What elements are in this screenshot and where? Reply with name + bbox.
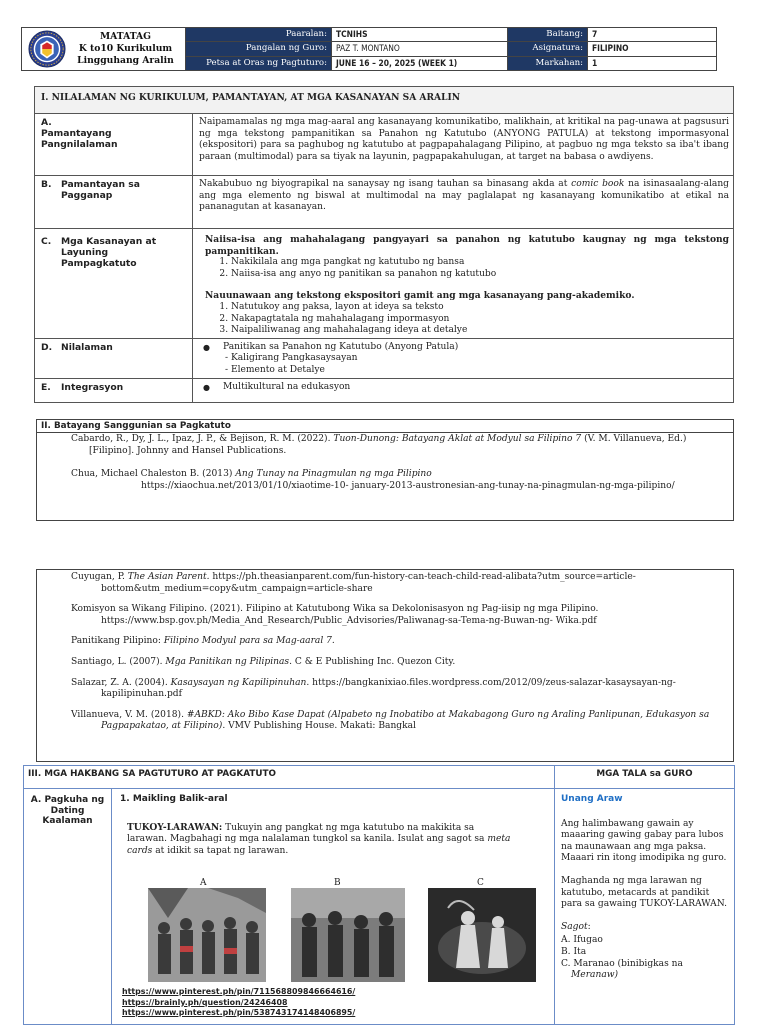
answer-item-continued: [561, 970, 728, 982]
row-d-key: [35, 338, 193, 378]
reference-link[interactable]: https://ph.theasianparent.com/fun-history-can-teach-child-read-alibata?utm_source=article- bottom&utm_medium=copy&utm_campaign=article-share: [101, 572, 636, 594]
image-source-links: [122, 987, 355, 1019]
reference-item: [37, 469, 733, 492]
row-c-title: Mga Kasanayan at Layuning Pampagkatuto: [61, 236, 157, 269]
date-value: JUNE 16 – 20, 2025 (WEEK 1): [332, 56, 508, 70]
answer-label-text: Sagot: [561, 921, 588, 932]
row-e-letter: E.: [41, 381, 51, 393]
day-label: Unang Araw: [561, 794, 623, 804]
competency-item: 2. Naiisa-isa ang anyo ng panitikan sa panahon ng katutubo: [231, 269, 729, 281]
subject-label: Asignatura:: [508, 42, 588, 56]
performance-standard-text: [193, 176, 734, 229]
competency-group-2-title: Nauunawaan ang tekstong ekspositori gamit ang mga kasanayang pang-akademiko.: [205, 290, 635, 302]
row-d-title: Nilalaman: [61, 341, 113, 353]
photo-label-c: C: [477, 878, 484, 888]
row-a-title: Pamantayang Pangnilalaman: [41, 128, 118, 150]
answer-item: C. Maranao (binibigkas na: [561, 958, 683, 969]
tukoy-larawan-instructions: [127, 822, 517, 858]
row-c-letter: C.: [41, 236, 52, 247]
reference-item: [37, 657, 733, 669]
competency-item: 1. Natutukoy ang paksa, layon at ideya sa teksto: [231, 302, 729, 314]
reference-title: Filipino Modyul para sa Mag-aaral 7.: [163, 636, 335, 647]
reference-text: Chua, Michael Chaleston B. (2013): [71, 469, 236, 480]
row-e-key: [35, 378, 193, 402]
section-3-title: III. MGA HAKBANG SA PAGTUTURO AT PAGKATUTO: [24, 766, 555, 789]
photo-maranao: [428, 888, 536, 982]
row-b-title: Pamantayan sa Pagganap: [61, 179, 140, 201]
reference-title: Kasaysayan ng Kapilipinuhan.: [170, 677, 310, 688]
reference-title: Ang Tunay na Pinagmulan ng mga Pilipino: [235, 469, 432, 480]
reference-link[interactable]: https://bangkanixiao.files.wordpress.com/2012/09/zeus-salazar-kasaysayan-ng-kapilipinuhan.pdf: [101, 677, 676, 700]
note-paragraph: Ang halimbawang gawain ay maaaring gawing gabay para lubos na maunawaan ang mga paksa. Maaari rin itong imodipika ng guro.: [561, 818, 727, 864]
references-box: [36, 419, 734, 521]
reference-text: Panitikang Pilipino:: [71, 636, 164, 647]
row-a-letter: A.: [41, 117, 52, 128]
date-label: Petsa at Oras ng Pagtuturo:: [186, 56, 332, 70]
references-continued-box: [36, 569, 734, 762]
reference-item: [37, 678, 733, 701]
photo-ifugao: [148, 888, 266, 982]
image-source-link[interactable]: https://www.pinterest.ph/pin/538743174148406895/: [122, 1008, 356, 1017]
row-b-letter: B.: [41, 179, 52, 190]
reference-title: #ABKD: Ako Bibo Kase Dapat (Alpabeto ng Inobatibo at Makabagong Guro ng Araling Panlipunan, Edukasyon sa Pagpapakatao, at Filipino).: [101, 709, 710, 732]
reference-item: [37, 710, 733, 733]
reference-text: Komisyon sa Wikang Filipino. (2021). Filipino at Katutubong Wika sa Dekolonisasyon ng Pag-iisip ng mga Pilipino. https://www.bsp.gov.ph/Media_And_Research/Public_Advisories/Paliwanag-sa-Tema-ng-Buwan-ng- Wika.pdf: [71, 604, 599, 626]
integration-cell: [193, 378, 734, 402]
teacher-notes-header: MGA TALA sa GURO: [555, 766, 735, 789]
competency-group-1-title: Naiisa-isa ang mahahalagang pangyayari sa panahon ng katutubo kaugnay ng mga tekstong pampanitikan.: [205, 234, 729, 257]
content-standard-text: Naipamamalas ng mga mag-aaral ang kasanayang komunikatibo, malikhain, at kritikal na pag-unawa at pagsusuri ng mga tekstong pampanitikan sa Panahon ng Katutubo (ANYONG PATULA) at tekstong impormasyonal (ekspositori) para sa paghubog ng katutubo at pagpapahalagang Pilipino, at pagbuo ng mga teksto sa iba't ibang paraan (multimodal) para sa tiyak na layunin, pagpapakahulugan, at target na babasa o awdiyens.: [193, 114, 734, 176]
reference-link[interactable]: https://xiaochua.net/2013/01/10/xiaotime-10- january-2013-austronesian-ang-tunay-na-pinagmulan-ng-mga-pilipino/: [141, 480, 675, 491]
task-title: 1. Maikling Balik-aral: [120, 794, 228, 804]
row-a-key: [35, 114, 193, 176]
competency-group-1-list: [205, 257, 729, 280]
competency-item: 2. Nakapagtatala ng mahahalagang impormasyon: [231, 314, 729, 326]
answer-item: B. Ita: [561, 946, 587, 957]
answer-item: A. Ifugao: [561, 935, 603, 946]
performance-text-2: na isinasaalang-alang ang mga elemento ng biswal at multimodal na may paglalapat ng kasanayang komunikatibo at etikal na pananagutan at kasanayan.: [199, 179, 729, 213]
reference-text: C & E Publishing Inc. Quezon City.: [291, 656, 456, 667]
school-label: Paaralan:: [186, 28, 332, 42]
reference-item: [37, 572, 733, 595]
reference-item: [37, 636, 733, 648]
competency-item: 1. Nakikilala ang mga pangkat ng katutubo ng bansa: [231, 257, 729, 269]
performance-text-em: comic book: [571, 179, 625, 189]
grade-value: 7: [588, 28, 717, 42]
logo-title: MATATAG: [99, 31, 152, 42]
competency-group-2-list: [205, 302, 729, 337]
curriculum-table: [34, 86, 734, 403]
image-source-link[interactable]: https://brainly.ph/question/24246408: [122, 997, 288, 1007]
row-e-title: Integrasyon: [61, 381, 124, 393]
quarter-value: 1: [588, 56, 717, 70]
tukoy-text: at idikit sa tapat ng larawan.: [152, 845, 289, 856]
integration-bullet: ● Multikultural na edukasyon: [199, 382, 729, 394]
note-paragraph: Maghanda ng mga larawan ng katutubo, metacards at pandikit para sa gawaing TUKOY-LARAWAN.: [561, 875, 727, 910]
school-value: TCNIHS: [332, 28, 508, 42]
reference-text: Villanueva, V. M. (2018).: [71, 709, 187, 720]
reference-item: [37, 604, 733, 627]
section-2-title: II. Batayang Sanggunian sa Pagkatuto: [37, 420, 733, 433]
row-d-letter: D.: [41, 341, 53, 353]
reference-text: Santiago, L. (2007).: [71, 656, 166, 667]
photo-ita: [291, 888, 405, 982]
tukoy-label: TUKOY-LARAWAN:: [127, 821, 223, 833]
teacher-notes-cell: [555, 789, 735, 1025]
tukoy-text: Tukuyin ang pangkat ng mga katutubo na makikita sa larawan. Magbahagi ng mga nalalaman tungkol sa kanila. Isulat ang sagot sa: [127, 822, 488, 845]
logo-subtitle: K to10 Kurikulum: [78, 43, 173, 54]
logo-cell: [22, 28, 186, 71]
competency-item: 3. Naipaliliwanag ang mahahalagang ideya at detalye: [231, 325, 729, 337]
reference-title: Mga Panitikan ng Pilipinas.: [165, 656, 292, 667]
content-bullet: ● Panitikan sa Panahon ng Katutubo (Anyong Patula): [199, 342, 729, 354]
phase-label: A. Pagkuha ng Dating Kaalaman: [24, 789, 112, 1025]
row-b-key: [35, 176, 193, 229]
section-1-title: I. NILALAMAN NG KURIKULUM, PAMANTAYAN, AT MGA KASANAYAN SA ARALIN: [35, 87, 734, 114]
competencies-cell: [193, 229, 734, 339]
logo-subtitle-2: Lingguhang Aralin: [77, 55, 174, 66]
deped-seal-icon: [28, 30, 66, 68]
reference-text: VMV Publishing House. Makati: Bangkal: [225, 721, 416, 732]
answer-label-colon: :: [587, 921, 591, 932]
grade-label: Baitang:: [508, 28, 588, 42]
header-table: [21, 27, 717, 71]
subject-value: FILIPINO: [588, 42, 717, 56]
image-source-link[interactable]: https://www.pinterest.ph/pin/711568809846664616/: [122, 987, 356, 996]
reference-item: [37, 434, 733, 457]
performance-text-1: Nakabubuo ng biyograpikal na sanaysay ng isang tauhan sa binasang akda at: [199, 179, 572, 189]
content-sub-item: - Elemento at Detalye: [225, 364, 325, 375]
answer-item-em: Meranaw): [571, 970, 619, 981]
content-cell: [193, 338, 734, 378]
photo-label-b: B: [334, 878, 341, 888]
row-c-key: [35, 229, 193, 339]
answer-label: [561, 922, 728, 934]
tukoy-text-em: meta cards: [127, 834, 511, 856]
reference-text: Salazar, Z. A. (2004).: [71, 677, 171, 688]
content-sub-item: - Kaligirang Pangkasaysayan: [225, 353, 358, 364]
teacher-value: PAZ T. MONTANO: [332, 42, 508, 56]
reference-title: Tuon-Dunong: Batayang Aklat at Modyul sa Filipino 7: [333, 434, 582, 444]
quarter-label: Markahan:: [508, 56, 588, 70]
teacher-label: Pangalan ng Guro:: [186, 42, 332, 56]
photo-label-a: A: [200, 878, 207, 888]
reference-title: The Asian Parent.: [127, 572, 210, 582]
reference-text: Cuyugan, P.: [71, 572, 128, 582]
reference-text: (V. M. Villanueva, Ed.) [Filipino]. Johnny and Hansel Publications.: [89, 434, 687, 456]
reference-text: Cabardo, R., Dy, J. L., Ipaz, J. P., & Bejison, R. M. (2022).: [71, 434, 334, 444]
